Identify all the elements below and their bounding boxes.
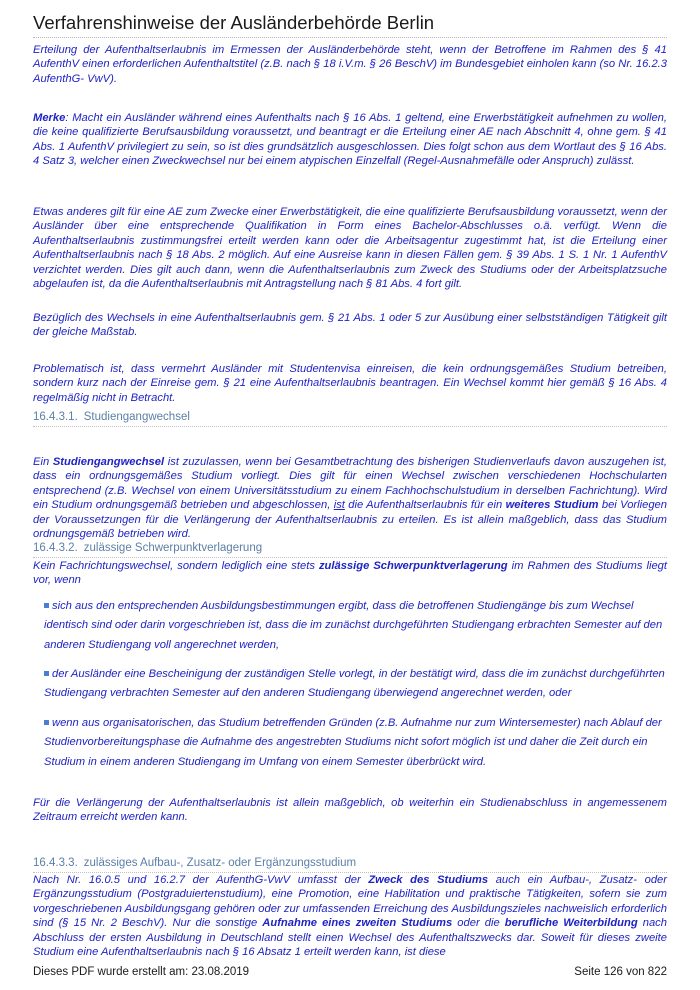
- paragraph-4: Bezüglich des Wechsels in eine Aufenthaltserlaubnis gem. § 21 Abs. 1 oder 5 zur Ausübung einer selbstständigen Tätigkeit gilt der gleiche Maßstab.: [33, 312, 667, 339]
- footer-page-number: Seite 126 von 822: [574, 966, 667, 978]
- footer-created-date: Dieses PDF wurde erstellt am: 23.08.2019: [33, 966, 250, 978]
- paragraph-3: Etwas anderes gilt für eine AE zum Zwecke einer Erwerbstätigkeit, die eine qualifizierte Berufsausbildung voraussetzt, wenn der Ausländer über eine entsprechende Qualifikation in Form eines Bachelor-Abschlusses o.ä. verfügt. Wenn die Aufenthaltserlaubnis zustimmungsfrei erteilt werden kann oder die Arbeitsagentur zugestimmt hat, ist die Erteilung einer Aufenthaltserlaubnis nach § 18 Abs. 2 möglich. Auf eine Ausreise kann in diesen Fällen gem. § 39 Abs. 1 S. 1 Nr. 1 AufenthV verzichtet werden. Dies gilt auch dann, wenn die Aufenthaltserlaubnis zum Zweck des Studiums oder der Arbeitsplatzsuche abgelaufen ist, da die Aufenthaltserlaubnis mit Antragstellung nach § 81 Abs. 4 fort gilt.: [33, 206, 667, 291]
- list-item: der Ausländer eine Bescheinigung der zuständigen Stelle vorlegt, in der bestätigt wird, dass die im zunächst durchgeführten Studiengang verbrachten Semester auf den anderen Studiengang überwiegend angerechnet werden, oder: [44, 668, 665, 700]
- bullet-icon: [44, 671, 49, 676]
- paragraph-verlaengerung: Für die Verlängerung der Aufenthaltserlaubnis ist allein maßgeblich, ob weiterhin ein Studienabschluss in angemessenem Zeitraum erreicht werden kann.: [33, 797, 667, 824]
- section-number: 16.4.3.3.: [33, 857, 78, 869]
- bullet-icon: [44, 720, 49, 725]
- paragraph-schwerpunkt-intro: Kein Fachrichtungswechsel, sondern lediglich eine stets zulässige Schwerpunktverlagerung im Rahmen des Studiums liegt vor, wenn: [33, 560, 667, 587]
- section-heading-16-4-3-1: [33, 410, 667, 427]
- paragraph-1: Erteilung der Aufenthaltserlaubnis im Ermessen der Ausländerbehörde steht, wenn der Betroffene im Rahmen des § 41 AufenthV einen erforderlichen Aufenthaltstitel (z.B. nach § 18 i.V.m. § 26 BeschV) im Bundesgebiet einholen kann (so Nr. 16.2.3 AufenthG- VwV).: [33, 44, 667, 85]
- paragraph-aufbaustudium: Nach Nr. 16.0.5 und 16.2.7 der AufenthG-VwV umfasst der Zweck des Studiums auch ein Aufbau-, Zusatz- oder Ergänzungsstudium (Postgraduiertenstudium), eine Promotion, eine Habilitation und praktische Tätigkeiten, sofern sie zum vorgeschriebenen Ausbildungsgang gehören oder zur umfassenden Erreichung des Ausbildungszieles nachweislich erforderlich sind (§ 15 Nr. 2 BeschV). Nur die sonstige Aufnahme eines zweiten Studiums oder die berufliche Weiterbildung nach Abschluss der ersten Ausbildung in Deutschland stellt einen Wechsel des Aufenthaltszwecks dar. Soweit für dieses zweite Studium eine Aufenthaltserlaubnis nach § 16 Absatz 1 erteilt werden kann, ist diese: [33, 874, 668, 959]
- merke-label: Merke: [33, 112, 66, 124]
- bullet-icon: [44, 603, 49, 608]
- section-number: 16.4.3.2.: [33, 542, 78, 554]
- list-item: sich aus den entsprechenden Ausbildungsbestimmungen ergibt, dass die betroffenen Studiengänge bis zum Wechsel identisch sind oder darin vorgeschrieben ist, dass die im zunächst durchgeführten Studiengang erbrachten Semester auf den anderen Studiengang voll angerechnet werden,: [44, 600, 663, 651]
- page-title: Verfahrenshinweise der Ausländerbehörde Berlin: [33, 12, 667, 38]
- paragraph-merke: [33, 111, 667, 169]
- section-title: Studiengangwechsel: [83, 411, 190, 423]
- section-title: zulässiges Aufbau-, Zusatz- oder Ergänzungsstudium: [83, 857, 357, 869]
- section-heading-16-4-3-2: [33, 541, 667, 558]
- section-title: zulässige Schwerpunktverlagerung: [83, 542, 263, 554]
- paragraph-studiengangwechsel: Ein Studiengangwechsel ist zuzulassen, wenn bei Gesamtbetrachtung des bisherigen Studienverlaufs davon auszugehen ist, dass ein ordnungsgemäßes Studium vorliegt. Dies gilt für einen Wechsel zwischen verschiedenen Hochschularten entsprechend (z.B. Wechsel von einem Universitätsstudium zu einem Fachhochschulstudium in derselben Fachrichtung). Wird ein Studium ordnungsgemäß betrieben und abgeschlossen, ist die Aufenthaltserlaubnis für ein weiteres Studium bei Vorliegen der Voraussetzungen für die Verlängerung der Aufenthaltserlaubnis zu erteilen. Es ist allein maßgeblich, dass das Studium ordnungsgemäß betrieben wird.: [33, 456, 668, 541]
- list-item: wenn aus organisatorischen, das Studium betreffenden Gründen (z.B. Aufnahme nur zum Wintersemester) nach Ablauf der Studienvorbereitungsphase die Aufnahme des angestrebten Studiums nicht sofort möglich ist und daher die Zeit durch ein Studium in einem anderen Studiengang im Umfang von einem Semester überbrückt wird.: [44, 717, 662, 768]
- merke-text: : Macht ein Ausländer während eines Aufenthalts nach § 16 Abs. 1 geltend, eine Erwerbstätigkeit aufnehmen zu wollen, die keine qualifizierte Berufsausbildung voraussetzt, und beantragt er die Erteilung einer AE nach Abschnitt 4, ohne gem. § 41 Abs. 1 AufenthV privilegiert zu sein, so ist dies grundsätzlich ausgeschlossen. Dies folgt schon aus dem Wortlaut des § 16 Abs. 4 Satz 3, welcher einen Zweckwechsel nur bei einem atypischen Einzelfall (Regel-Ausnahmefälle oder Anspruch) zulässt.: [33, 112, 667, 168]
- paragraph-5: Problematisch ist, dass vermehrt Ausländer mit Studentenvisa einreisen, die kein ordnungsgemäßes Studium betreiben, sondern kurz nach der Einreise gem. § 21 eine Aufenthaltserlaubnis beantragen. Ein Wechsel kommt hier gemäß § 16 Abs. 4 regelmäßig nicht in Betracht.: [33, 363, 667, 404]
- section-heading-16-4-3-3: [33, 856, 667, 873]
- section-number: 16.4.3.1.: [33, 411, 78, 423]
